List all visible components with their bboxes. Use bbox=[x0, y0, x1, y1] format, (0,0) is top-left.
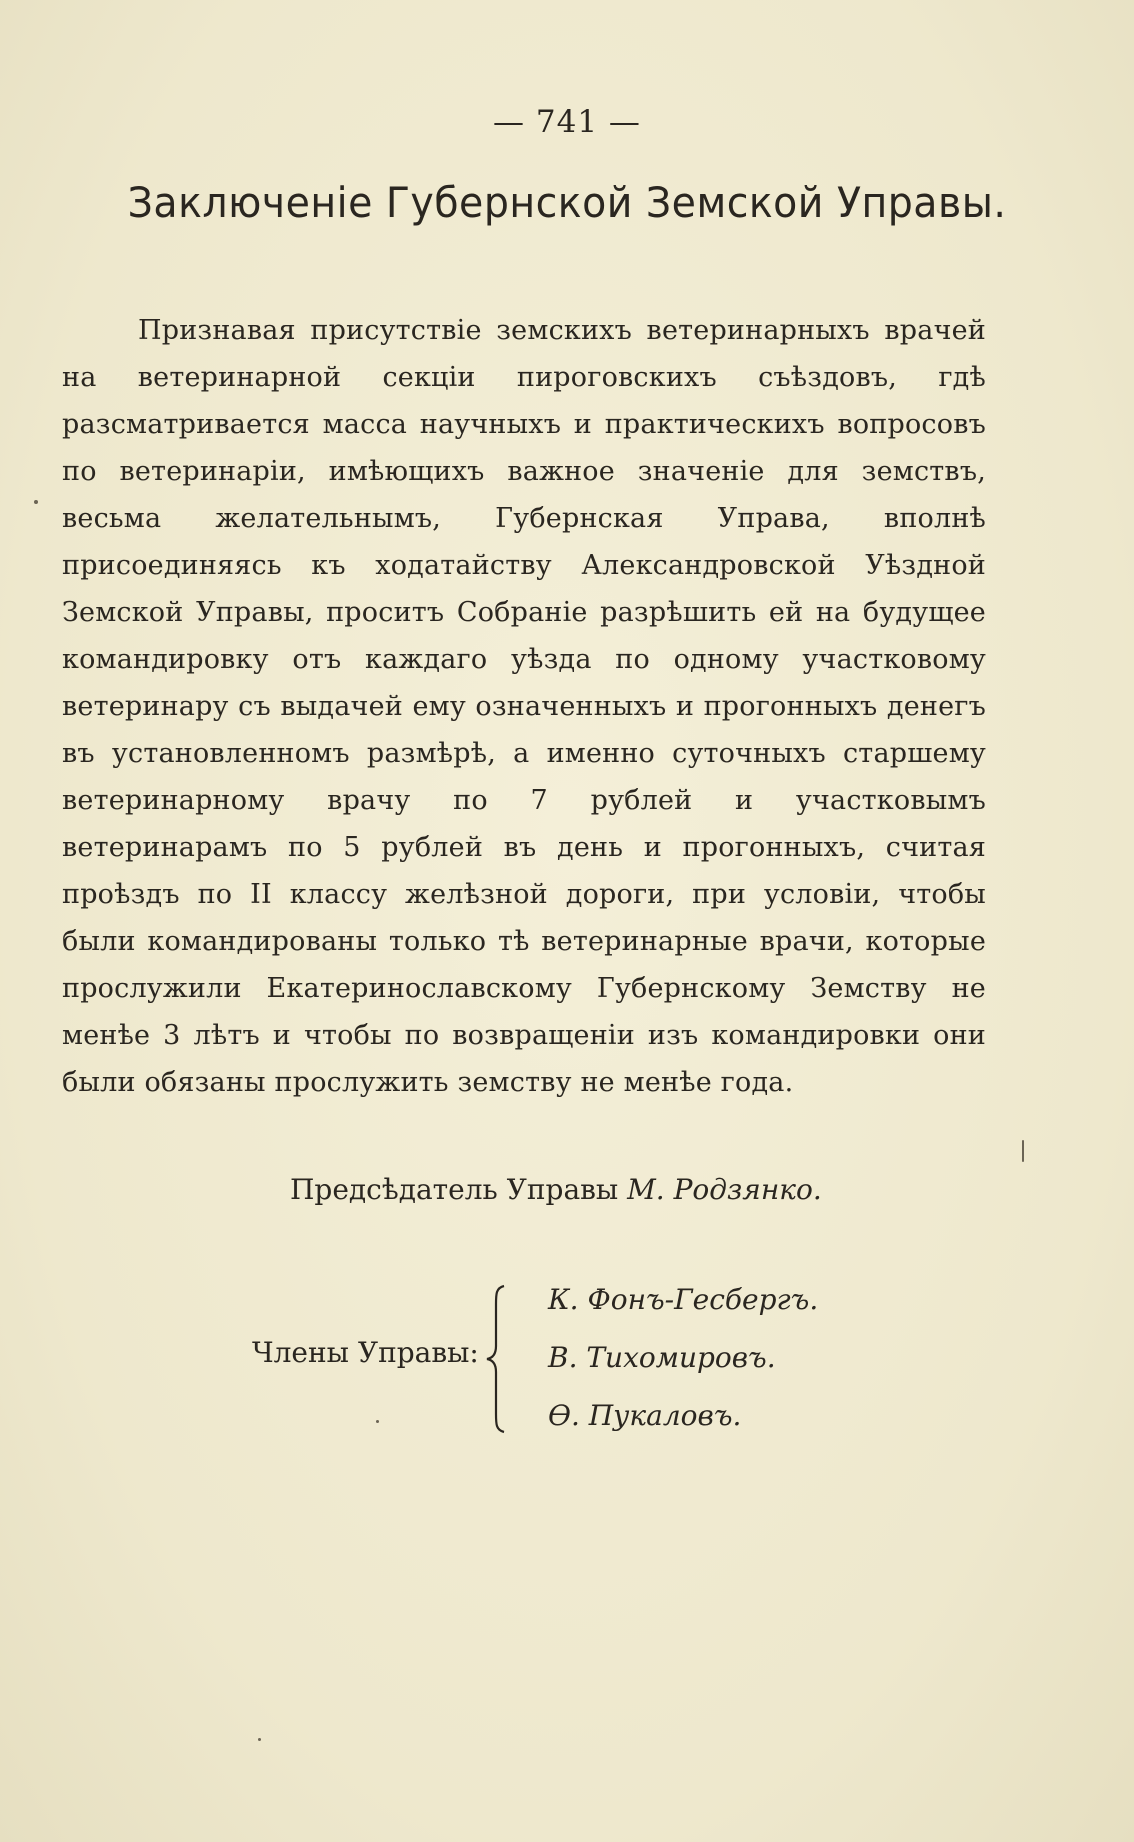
page-title: Заключеніе Губернской Земской Управы. bbox=[127, 178, 1007, 227]
chairman-signature bbox=[290, 1173, 822, 1206]
curly-brace-icon bbox=[484, 1284, 508, 1434]
chairman-label: Предсѣдатель Управы bbox=[290, 1173, 619, 1206]
paper-speck bbox=[258, 1738, 261, 1741]
member-name: Ѳ. Пукаловъ. bbox=[548, 1399, 742, 1432]
paper-speck bbox=[376, 1420, 379, 1423]
body-paragraph: Признавая присутствіе земскихъ ветеринарныхъ врачей на ветеринарной секціи пироговскихъ съѣздовъ, гдѣ разсматривается масса научныхъ и практическихъ вопросовъ по ветеринаріи, имѣющихъ важное значеніе для земствъ, весьма желательнымъ, Губернская Управа, вполнѣ присоединяясь къ ходатайству Александровской Уѣздной Земской Управы, проситъ Собраніе разрѣшить ей на будущее командировку отъ каждаго уѣзда по одному участковому ветеринару съ выдачей ему означенныхъ и прогонныхъ денегъ въ установленномъ размѣрѣ, а именно суточныхъ старшему ветеринарному врачу по 7 рублей и участковымъ ветеринарамъ по 5 рублей въ день и прогонныхъ, считая проѣздъ по II классу желѣзной дороги, при условіи, чтобы были командированы только тѣ ветеринарные врачи, которые прослужили Екатеринославскому Губернскому Земству не менѣе 3 лѣтъ и чтобы по возвращеніи изъ командировки они были обязаны прослужить земству не менѣе года. bbox=[62, 315, 986, 1098]
board-members-block bbox=[252, 1272, 852, 1440]
paper-speck bbox=[34, 500, 38, 504]
chairman-name: М. Родзянко. bbox=[627, 1173, 822, 1206]
member-name: К. Фонъ-Гесбергъ. bbox=[548, 1283, 819, 1316]
member-name: В. Тихомировъ. bbox=[548, 1341, 776, 1374]
members-label: Члены Управы: bbox=[252, 1336, 479, 1369]
paper-speck bbox=[1022, 1140, 1024, 1162]
members-list bbox=[548, 1280, 818, 1454]
page-number: — 741 — bbox=[493, 104, 641, 140]
